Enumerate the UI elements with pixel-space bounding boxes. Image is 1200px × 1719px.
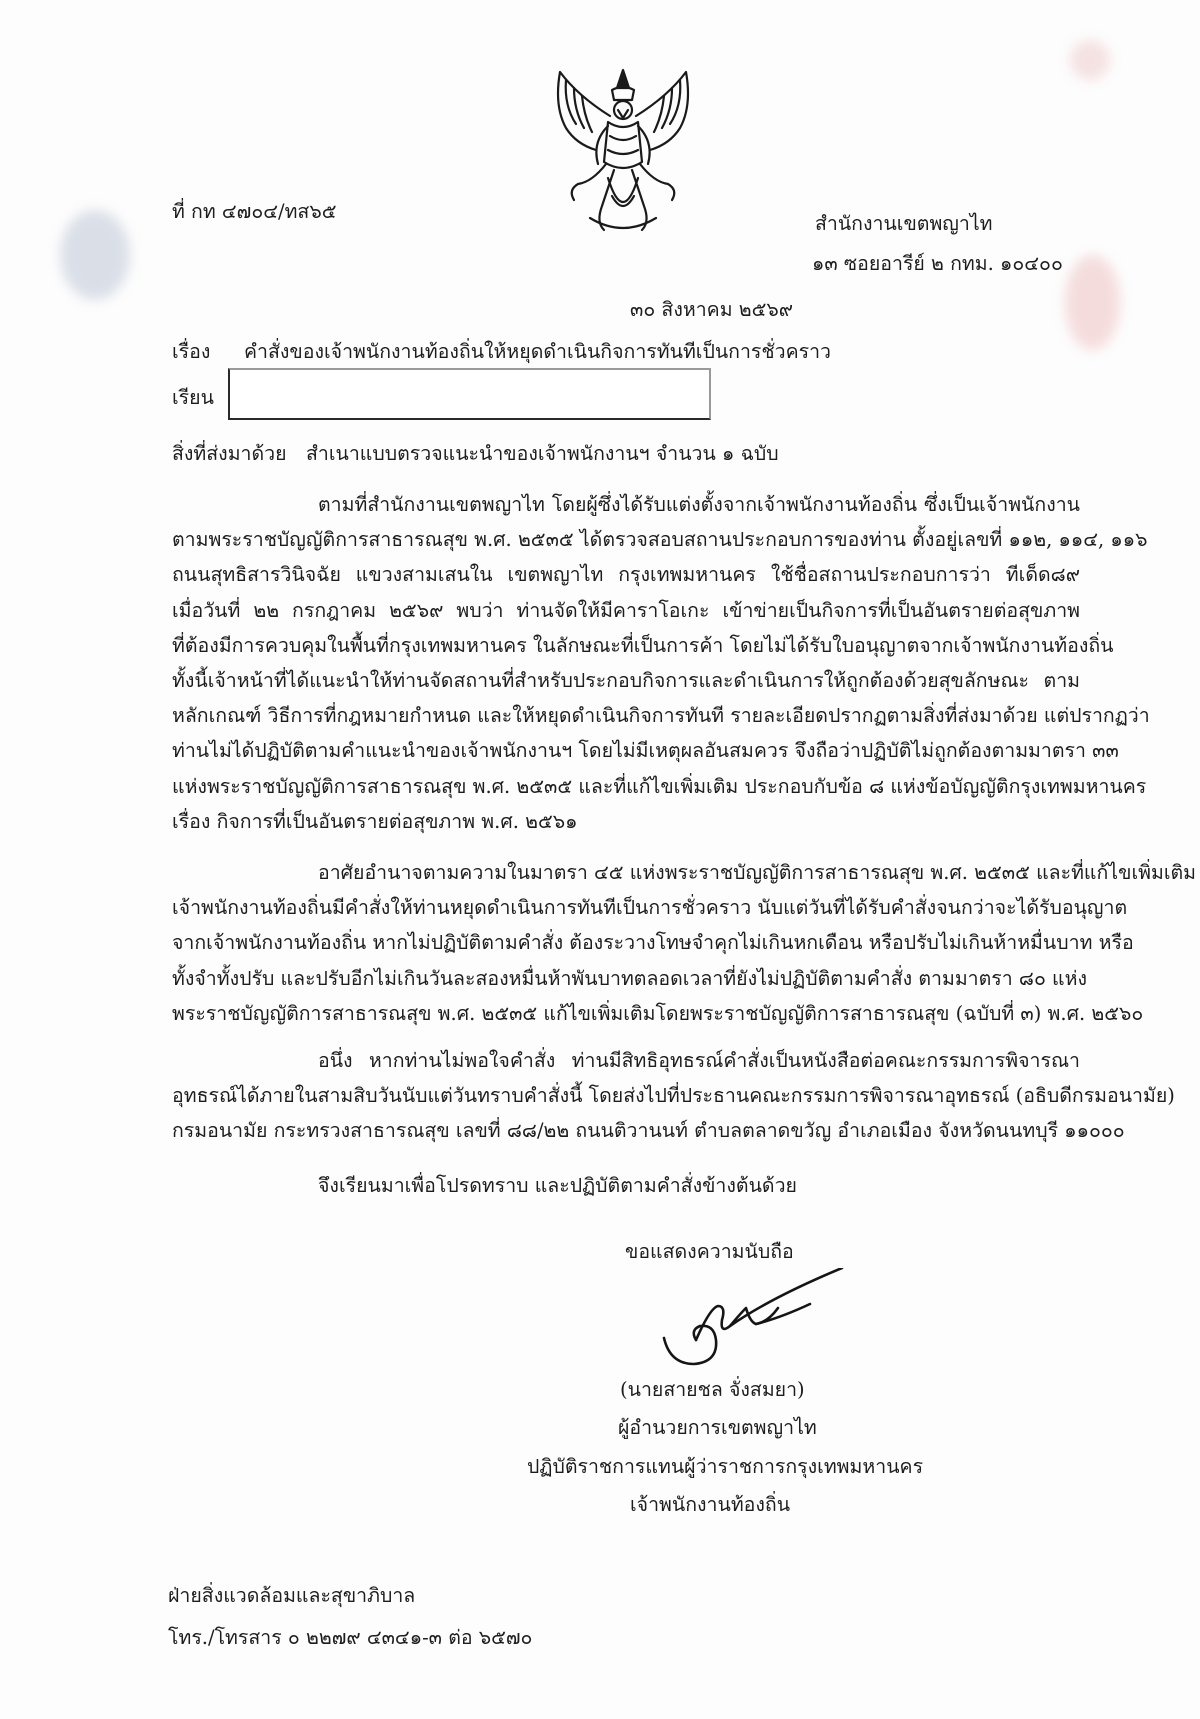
body-line: อาศัยอำนาจตามความในมาตรา ๔๕ แห่งพระราชบัญญัติการสาธารณสุข พ.ศ. ๒๕๓๕ และที่แก้ไขเพิ่มเติม xyxy=(318,861,1196,884)
to-label: เรียน xyxy=(172,386,214,409)
body-line: ทั้งจำทั้งปรับ และปรับอีกไม่เกินวันละสองหมื่นห้าพันบาทตลอดเวลาที่ยังไม่ปฏิบัติตามคำสั่ง ตามมาตรา ๘๐ แห่ง xyxy=(172,966,1088,990)
garuda-emblem-icon xyxy=(548,66,698,238)
reference-number: ที่ กท ๔๗๐๔/ทส๖๕ xyxy=(172,200,337,223)
enclosure-label: สิ่งที่ส่งมาด้วย xyxy=(172,442,287,465)
redacted-recipient-box xyxy=(228,368,711,420)
body-line: พระราชบัญญัติการสาธารณสุข พ.ศ. ๒๕๓๕ แก้ไขเพิ่มเติมโดยพระราชบัญญัติการสาธารณสุข (ฉบับที่ ๓) พ.ศ. ๒๕๖๐ xyxy=(172,1001,1144,1025)
body-line: กรมอนามัย กระทรวงสาธารณสุข เลขที่ ๘๘/๒๒ ถนนติวานนท์ ตำบลตลาดขวัญ อำเภอเมือง จังหวัดนนทบุรี ๑๑๐๐๐ xyxy=(172,1119,1125,1143)
closing-sentence: จึงเรียนมาเพื่อโปรดทราบ และปฏิบัติตามคำสั่งข้างต้นด้วย xyxy=(318,1174,797,1197)
paper-smudge xyxy=(1070,40,1110,80)
body-line: เจ้าพนักงานท้องถิ่นมีคำสั่งให้ท่านหยุดดำเนินการทันทีเป็นการชั่วคราว นับแต่วันที่ได้รับคำสั่งจนกว่าจะได้รับอนุญาต xyxy=(172,896,1128,920)
footer-department: ฝ่ายสิ่งแวดล้อมและสุขาภิบาล xyxy=(168,1584,416,1607)
office-address: ๑๓ ซอยอารีย์ ๒ กทม. ๑๐๔๐๐ xyxy=(812,252,1063,275)
body-line: ท่านไม่ได้ปฏิบัติตามคำแนะนำของเจ้าพนักงานฯ โดยไม่มีเหตุผลอันสมควร จึงถือว่าปฏิบัติไม่ถูกต้องตามมาตรา ๓๓ xyxy=(172,739,1119,763)
body-paragraph-1 xyxy=(172,487,1150,839)
body-paragraph-2 xyxy=(172,855,1196,1031)
body-line: หลักเกณฑ์ วิธีการที่กฎหมายกำหนด และให้หยุดดำเนินกิจการทันที รายละเอียดปรากฏตามสิ่งที่ส่งมาด้วย แต่ปรากฏว่า xyxy=(172,704,1150,728)
body-line: แห่งพระราชบัญญัติการสาธารณสุข พ.ศ. ๒๕๓๕ และที่แก้ไขเพิ่มเติม ประกอบกับข้อ ๘ แห่งข้อบัญญัติกรุงเทพมหานคร xyxy=(172,774,1147,798)
footer-phone: โทร./โทรสาร ๐ ๒๒๗๙ ๔๓๔๑-๓ ต่อ ๖๕๗๐ xyxy=(168,1626,533,1649)
body-line: เรื่อง กิจการที่เป็นอันตรายต่อสุขภาพ พ.ศ. ๒๕๖๑ xyxy=(172,809,578,833)
body-line: ตามพระราชบัญญัติการสาธารณสุข พ.ศ. ๒๕๓๕ ได้ตรวจสอบสถานประกอบการของท่าน ตั้งอยู่เลขที่ ๑๑๒, ๑๑๔, ๑๑๖ xyxy=(172,528,1148,552)
body-line: ทั้งนี้เจ้าหน้าที่ได้แนะนำให้ท่านจัดสถานที่สำหรับประกอบกิจการและดำเนินการให้ถูกต้องด้วยสุขลักษณะ ตาม xyxy=(172,669,1080,693)
body-line: ตามที่สำนักงานเขตพญาไท โดยผู้ซึ่งได้รับแต่งตั้งจากเจ้าพนักงานท้องถิ่น ซึ่งเป็นเจ้าพนักงาน xyxy=(318,493,1080,516)
body-line: อนึ่ง หากท่านไม่พอใจคำสั่ง ท่านมีสิทธิอุทธรณ์คำสั่งเป็นหนังสือต่อคณะกรรมการพิจารณา xyxy=(318,1049,1080,1072)
paper-smudge xyxy=(60,210,130,300)
subject-label: เรื่อง xyxy=(172,340,211,363)
enclosure-text: สำเนาแบบตรวจแนะนำของเจ้าพนักงานฯ จำนวน ๑ ฉบับ xyxy=(306,442,779,465)
subject-text: คำสั่งของเจ้าพนักงานท้องถิ่นให้หยุดดำเนินกิจการทันทีเป็นการชั่วคราว xyxy=(244,340,831,363)
paper-smudge xyxy=(1065,255,1120,350)
signer-title-1: ผู้อำนวยการเขตพญาไท xyxy=(618,1416,817,1439)
signer-title-2: ปฏิบัติราชการแทนผู้ว่าราชการกรุงเทพมหานคร xyxy=(527,1455,924,1478)
body-paragraph-3 xyxy=(172,1043,1175,1149)
body-line: จากเจ้าพนักงานท้องถิ่น หากไม่ปฏิบัติตามคำสั่ง ต้องระวางโทษจำคุกไม่เกินหกเดือน หรือปรับไม่เกินห้าหมื่นบาท หรือ xyxy=(172,931,1134,955)
letter-date: ๓๐ สิงหาคม ๒๕๖๙ xyxy=(630,298,794,321)
signer-title-3: เจ้าพนักงานท้องถิ่น xyxy=(630,1493,791,1516)
salutation: ขอแสดงความนับถือ xyxy=(625,1240,794,1263)
signer-name: (นายสายชล จั่งสมยา) xyxy=(620,1378,805,1401)
body-line: อุทธรณ์ได้ภายในสามสิบวันนับแต่วันทราบคำสั่งนี้ โดยส่งไปที่ประธานคณะกรรมการพิจารณาอุทธรณ์ (อธิบดีกรมอนามัย) xyxy=(172,1084,1175,1108)
body-line: เมื่อวันที่ ๒๒ กรกฎาคม ๒๕๖๙ พบว่า ท่านจัดให้มีคาราโอเกะ เข้าข่ายเป็นกิจการที่เป็นอันตรายต่อสุขภาพ xyxy=(172,598,1080,622)
body-line: ถนนสุทธิสารวินิจฉัย แขวงสามเสนใน เขตพญาไท กรุงเทพมหานคร ใช้ชื่อสถานประกอบการว่า ทีเด็ด๘๙ xyxy=(172,563,1080,587)
handwritten-signature xyxy=(660,1268,850,1378)
office-name: สำนักงานเขตพญาไท xyxy=(815,212,993,235)
body-line: ที่ต้องมีการควบคุมในพื้นที่กรุงเทพมหานคร ในลักษณะที่เป็นการค้า โดยไม่ได้รับใบอนุญาตจากเจ้าพนักงานท้องถิ่น xyxy=(172,633,1114,657)
